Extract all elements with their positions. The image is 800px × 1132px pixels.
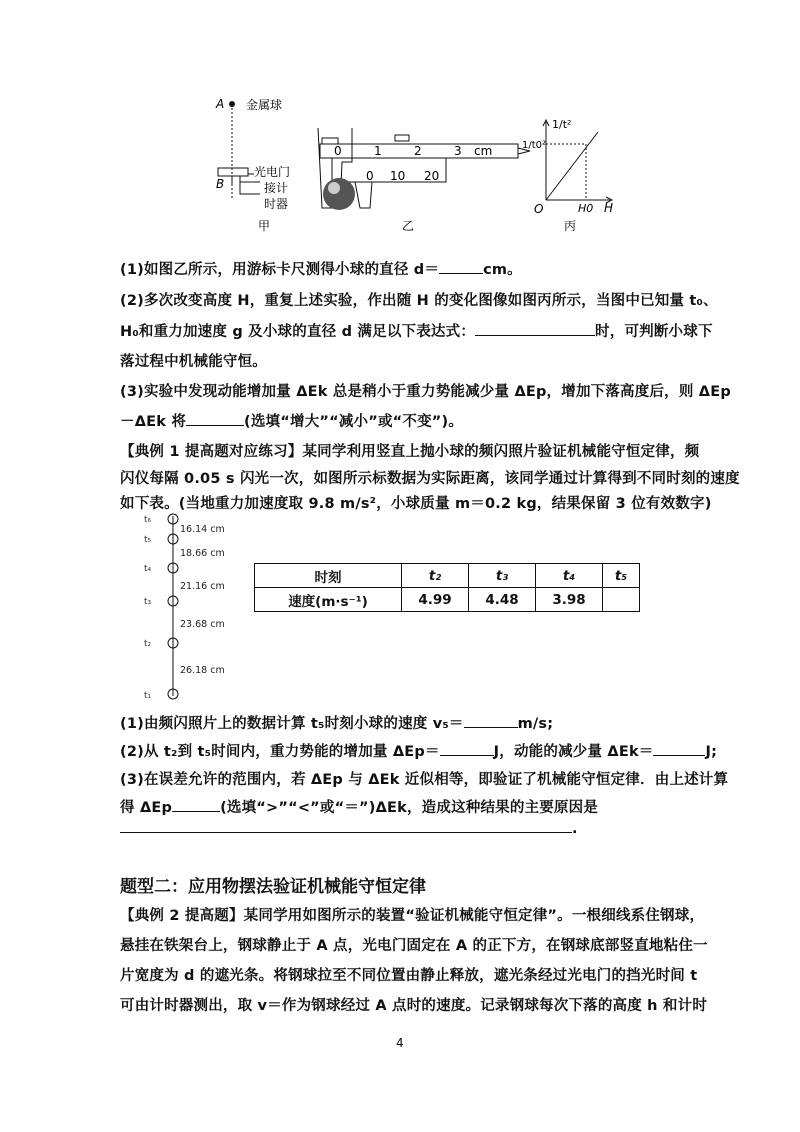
table-cell: 3.98 xyxy=(536,588,603,612)
example1-line1: 【典例 1 提高题对应练习】某同学利用竖直上抛小球的频闪照片验证机械能守恒定律，频 xyxy=(120,444,700,460)
label-A: A xyxy=(216,97,225,111)
caption-yi: 乙 xyxy=(402,219,415,233)
metal-ball-dot xyxy=(229,101,235,107)
example2-line1: 【典例 2 提高题】某同学用如图所示的装置“验证机械能守恒定律”。一根细线系住钢球， xyxy=(120,908,705,924)
part-2: (2)从 t₂到 t₅时间内，重力势能的增加量 ΔEp＝ J，动能的减少量 ΔEk＝ J; xyxy=(120,740,717,761)
table-header: t₂ xyxy=(402,564,469,588)
time-t5: t₅ xyxy=(144,535,152,545)
time-t1: t₁ xyxy=(144,691,152,701)
section-heading: 题型二：应用物摆法验证机械能守恒定律 xyxy=(120,877,426,897)
distance-5: 26.18 cm xyxy=(180,665,225,676)
question-2-line2: H₀和重力加速度 g 及小球的直径 d 满足以下表达式： 时，可判断小球下 xyxy=(120,320,713,341)
figure-top xyxy=(190,90,630,240)
example2-line4: 可由计时器测出，取 v＝作为钢球经过 A 点时的速度。记录钢球每次下落的高度 h 和计时 xyxy=(120,998,708,1014)
figure-yi-caliper xyxy=(318,128,530,233)
table-header: t₃ xyxy=(469,564,536,588)
example2-line3: 片宽度为 d 的遮光条。将钢球拉至不同位置由静止释放，遮光条经过光电门的挡光时间 t xyxy=(120,968,698,984)
part-3-line2: 得 ΔEp (选填“>”“<”或“＝”)ΔEk，造成这种结果的主要原因是 xyxy=(120,796,598,817)
main-tick-3: 3 xyxy=(454,144,462,158)
caption-bing: 丙 xyxy=(564,219,577,233)
answer-blank[interactable] xyxy=(464,713,518,728)
label-B: B xyxy=(216,177,225,191)
x-tick-label: H0 xyxy=(578,202,594,215)
main-tick-2: 2 xyxy=(414,144,422,158)
part-1: (1)由频闪照片上的数据计算 t₅时刻小球的速度 v₅＝ m/s; xyxy=(120,712,553,733)
table-row-label: 速度(m·s⁻¹) xyxy=(255,588,402,612)
vernier-tick-10: 10 xyxy=(390,169,406,183)
timer-label1: 接计 xyxy=(264,181,289,195)
figure-jia xyxy=(215,97,290,233)
question-3-line1: (3)实验中发现动能增加量 ΔEk 总是稍小于重力势能减少量 ΔEp，增加下落高度后，则 ΔEp xyxy=(120,384,731,400)
answer-blank[interactable] xyxy=(172,797,220,812)
time-t6: t₆ xyxy=(144,515,152,525)
table-row xyxy=(255,588,640,612)
answer-blank[interactable] xyxy=(653,741,705,756)
unit-cm: cm xyxy=(474,144,493,158)
distance-2: 18.66 cm xyxy=(180,548,225,559)
time-t2: t₂ xyxy=(144,639,152,649)
origin-label: O xyxy=(534,202,544,216)
question-3-line2: －ΔEk 将 (选填“增大”“减小”或“不变”)。 xyxy=(120,410,463,431)
y-axis-label: 1/t² xyxy=(552,118,572,131)
answer-blank[interactable] xyxy=(186,411,244,426)
table-cell: 4.48 xyxy=(469,588,536,612)
part-3-line3: . xyxy=(120,818,578,837)
table-row xyxy=(255,564,640,588)
distance-1: 16.14 cm xyxy=(180,524,225,535)
table-cell: 4.99 xyxy=(402,588,469,612)
table-cell-blank[interactable] xyxy=(603,588,640,612)
metal-ball-label: 金属球 xyxy=(246,98,283,112)
y-tick-label: 1/t0² xyxy=(522,140,547,151)
velocity-table xyxy=(254,563,640,612)
example1-line2: 闪仪每隔 0.05 s 闪光一次，如图所示标数据为实际距离，该同学通过计算得到不同时刻的速度 xyxy=(120,471,740,487)
question-2-line1: (2)多次改变高度 H，重复上述实验，作出随 H 的变化图像如图丙所示，当图中已知量 t₀、 xyxy=(120,293,718,309)
main-tick-1: 1 xyxy=(374,144,382,158)
timer-label2: 时器 xyxy=(264,197,289,211)
answer-blank[interactable] xyxy=(440,741,494,756)
time-t3: t₃ xyxy=(144,597,152,607)
part-3-line1: (3)在误差允许的范围内，若 ΔEp 与 ΔEk 近似相等，即验证了机械能守恒定律．由上述计算 xyxy=(120,772,729,788)
table-header: t₅ xyxy=(603,564,640,588)
gate-label: 光电门 xyxy=(254,165,291,179)
strobe-photo xyxy=(140,510,250,706)
answer-blank[interactable] xyxy=(120,818,572,833)
table-header: 时刻 xyxy=(255,564,402,588)
q1-unit: cm。 xyxy=(483,262,522,278)
example2-line2: 悬挂在铁架台上，钢球静止于 A 点，光电门固定在 A 的正下方，在钢球底部竖直地粘住一 xyxy=(120,938,708,954)
table-header: t₄ xyxy=(536,564,603,588)
distance-3: 21.16 cm xyxy=(180,581,225,592)
example1-line3: 如下表。(当地重力加速度取 9.8 m/s²，小球质量 m＝0.2 kg，结果保留 3 位有效数字) xyxy=(120,496,712,512)
page-number: 4 xyxy=(396,1036,404,1050)
q1-text: (1)如图乙所示，用游标卡尺测得小球的直径 d＝ xyxy=(120,262,440,278)
vernier-tick-20: 20 xyxy=(424,169,440,183)
caption-jia: 甲 xyxy=(258,219,271,233)
main-tick-0: 0 xyxy=(334,144,342,158)
answer-blank[interactable] xyxy=(439,259,483,274)
time-t4: t₄ xyxy=(144,564,152,574)
distance-4: 23.68 cm xyxy=(180,619,225,630)
answer-blank[interactable] xyxy=(475,321,595,336)
question-1 xyxy=(120,258,522,279)
x-axis-label: H xyxy=(604,201,614,215)
question-2-line3: 落过程中机械能守恒。 xyxy=(120,354,267,370)
figure-bing-graph xyxy=(522,118,613,233)
vernier-tick-0: 0 xyxy=(366,169,374,183)
